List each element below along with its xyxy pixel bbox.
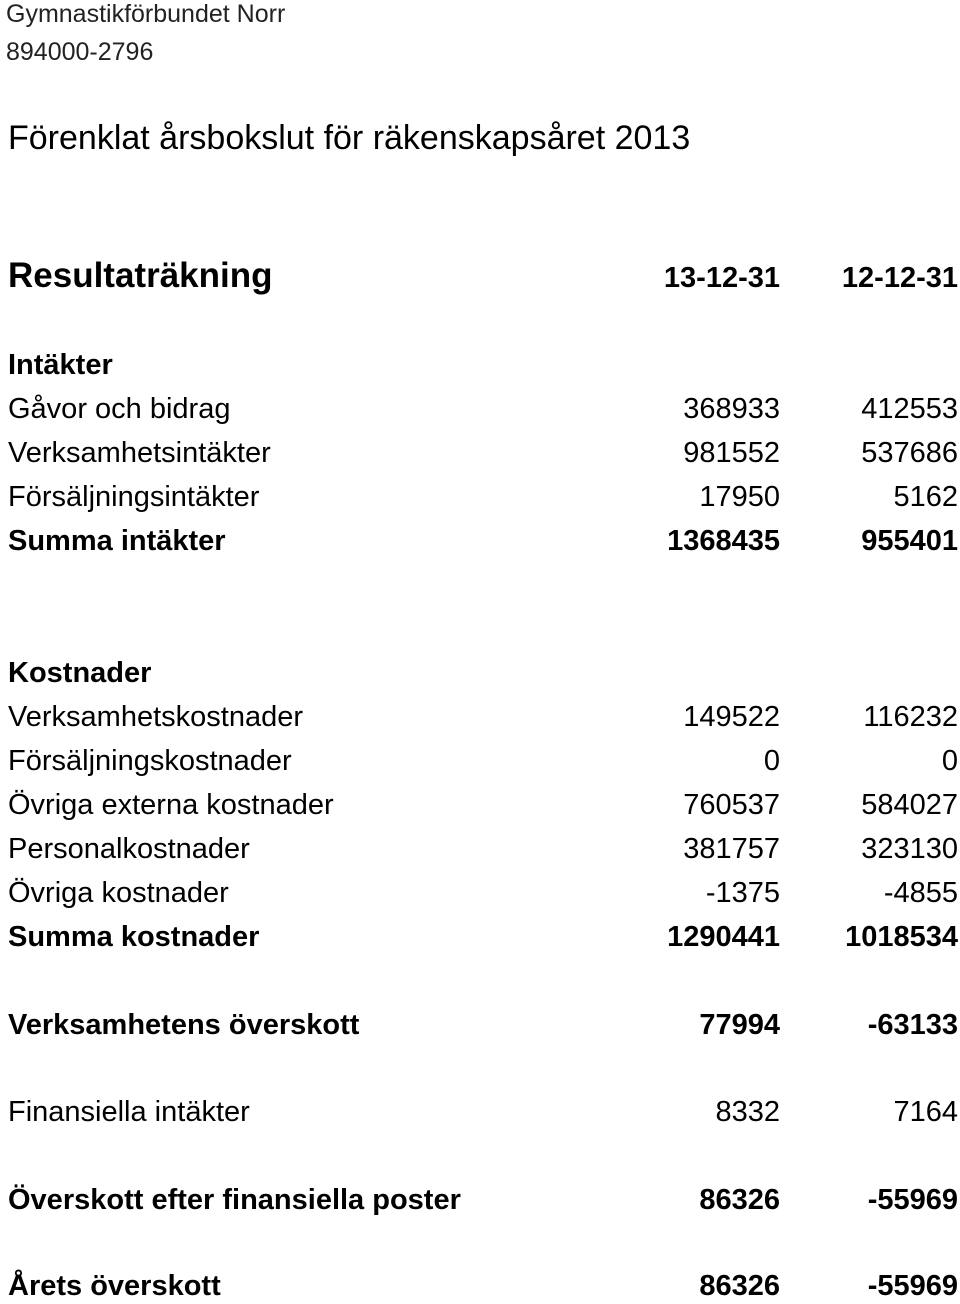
- page-title: Förenklat årsbokslut för räkenskapsåret 2013: [8, 119, 691, 157]
- surplus-after-financial-row: [0, 1184, 960, 1218]
- row-label: Överskott efter finansiella poster: [8, 1184, 461, 1216]
- row-value-2012: -55969: [867, 1184, 958, 1216]
- row-label: Årets överskott: [8, 1270, 221, 1302]
- organization-number: 894000-2796: [6, 38, 154, 66]
- row-value-2012: 1018534: [845, 921, 958, 953]
- row-value-2012: 584027: [861, 789, 958, 821]
- row-value-2012: 5162: [893, 481, 958, 513]
- row-value-2012: -63133: [867, 1009, 958, 1041]
- row-label: Övriga externa kostnader: [8, 789, 334, 821]
- row-label: Försäljningskostnader: [8, 745, 292, 777]
- table-row: [0, 789, 960, 823]
- row-value-2013: 1368435: [667, 525, 780, 557]
- column-header-row: [0, 262, 960, 296]
- section-heading-resultatrakning: Resultaträkning: [8, 256, 273, 295]
- row-value-2012: 955401: [861, 525, 958, 557]
- row-value-2012: -4855: [883, 877, 958, 909]
- row-value-2013: 368933: [683, 393, 780, 425]
- row-label: Summa kostnader: [8, 921, 260, 953]
- row-value-2013: 1290441: [667, 921, 780, 953]
- row-label: Verksamhetskostnader: [8, 701, 303, 733]
- row-value-2013: 760537: [683, 789, 780, 821]
- row-value-2013: 86326: [699, 1270, 780, 1302]
- row-value-2012: -55969: [867, 1270, 958, 1302]
- row-label: Verksamhetens överskott: [8, 1009, 360, 1041]
- costs-heading-row: [0, 657, 960, 691]
- row-value-2013: 381757: [683, 833, 780, 865]
- annual-surplus-row: [0, 1270, 960, 1304]
- table-row: [0, 877, 960, 911]
- row-value-2012: 0: [941, 745, 958, 777]
- table-row: [0, 393, 960, 427]
- row-value-2012: 412553: [861, 393, 958, 425]
- row-value-2013: 149522: [683, 701, 780, 733]
- table-row: [0, 437, 960, 471]
- financial-income-row: [0, 1096, 960, 1130]
- operating-surplus-row: [0, 1009, 960, 1043]
- row-value-2012: 323130: [861, 833, 958, 865]
- income-heading: Intäkter: [8, 349, 113, 381]
- costs-total-row: [0, 921, 960, 955]
- table-row: [0, 833, 960, 867]
- income-heading-row: [0, 349, 960, 383]
- row-value-2012: 537686: [861, 437, 958, 469]
- row-label: Summa intäkter: [8, 525, 226, 557]
- row-value-2013: 86326: [699, 1184, 780, 1216]
- row-value-2013: 77994: [699, 1009, 780, 1041]
- organization-name: Gymnastikförbundet Norr: [6, 0, 286, 28]
- row-label: Gåvor och bidrag: [8, 393, 231, 425]
- row-value-2012: 7164: [893, 1096, 958, 1128]
- row-label: Försäljningsintäkter: [8, 481, 260, 513]
- column-header-2013: 13-12-31: [663, 262, 780, 294]
- income-total-row: [0, 525, 960, 559]
- row-value-2013: 0: [763, 745, 780, 777]
- row-value-2013: 981552: [683, 437, 780, 469]
- row-value-2013: -1375: [705, 877, 780, 909]
- row-value-2013: 8332: [715, 1096, 780, 1128]
- table-row: [0, 701, 960, 735]
- costs-heading: Kostnader: [8, 657, 152, 689]
- row-label: Verksamhetsintäkter: [8, 437, 271, 469]
- column-header-2012: 12-12-31: [841, 262, 958, 294]
- row-value-2013: 17950: [699, 481, 780, 513]
- row-value-2012: 116232: [863, 701, 958, 733]
- row-label: Finansiella intäkter: [8, 1096, 250, 1128]
- row-label: Personalkostnader: [8, 833, 250, 865]
- table-row: [0, 745, 960, 779]
- table-row: [0, 481, 960, 515]
- row-label: Övriga kostnader: [8, 877, 229, 909]
